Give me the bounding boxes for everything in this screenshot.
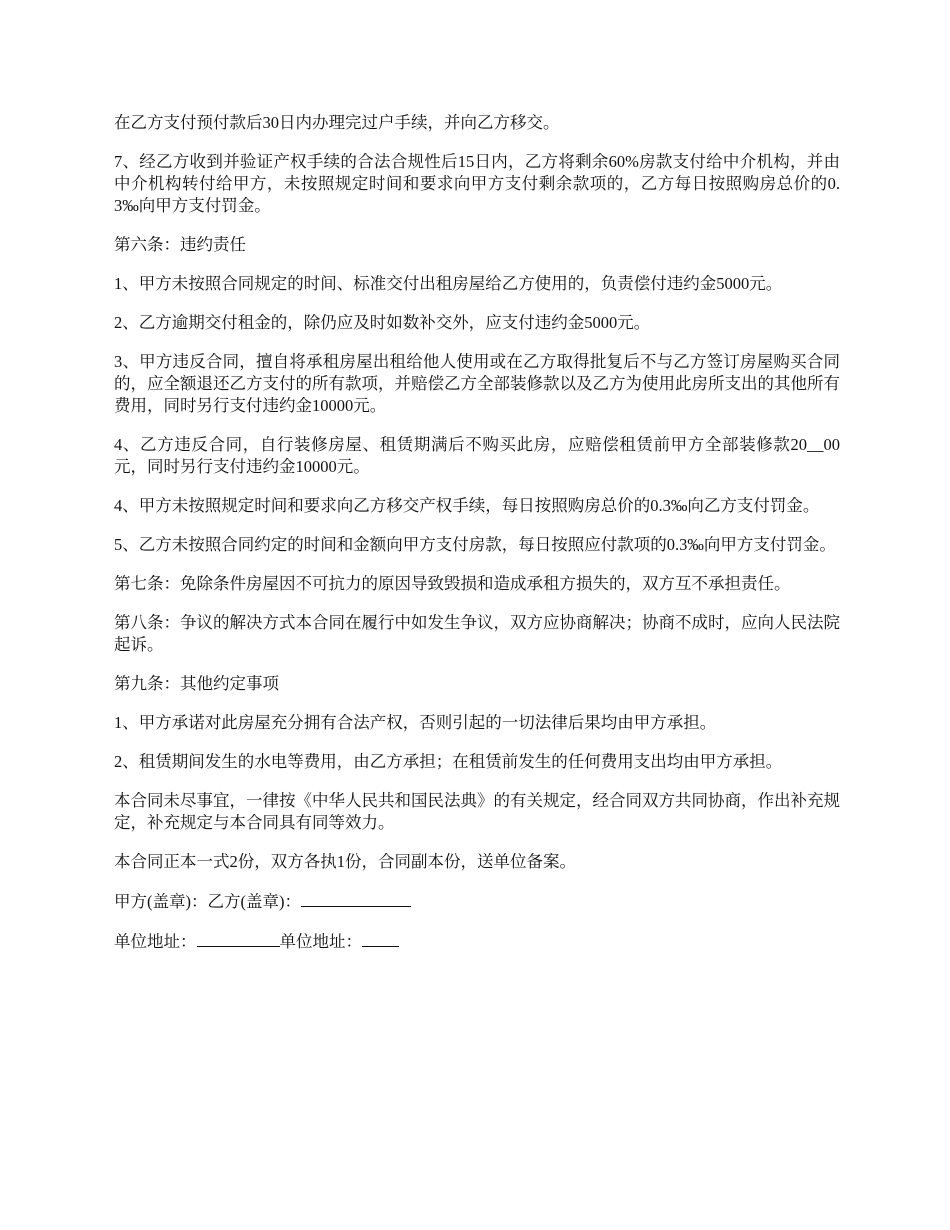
signature-line-seals	[114, 890, 840, 913]
heading-article-9: 第九条：其他约定事项	[114, 674, 279, 693]
paragraph-breach-5: 5、乙方未按照合同约定的时间和金额向甲方支付房款，每日按照应付款项的0.3‰向甲方支付罚金。	[114, 535, 836, 554]
party-a-address-blank	[197, 930, 280, 947]
paragraph-other-1: 1、甲方承诺对此房屋充分拥有合法产权，否则引起的一切法律后果均由甲方承担。	[114, 713, 717, 732]
paragraph-copies: 本合同正本一式2份，双方各执1份，合同副本份，送单位备案。	[114, 852, 576, 871]
paragraph-other-2: 2、租赁期间发生的水电等费用，由乙方承担；在租赁前发生的任何费用支出均由甲方承担。	[114, 752, 783, 771]
contract-page	[114, 112, 840, 970]
paragraph-article-8: 第八条：争议的解决方式本合同在履行中如发生争议，双方应协商解决；协商不成时，应向人民法院起诉。	[114, 613, 840, 654]
paragraph-breach-1: 1、甲方未按照合同规定的时间、标准交付出租房屋给乙方使用的，负责偿付违约金5000元。	[114, 274, 783, 293]
paragraph-breach-2: 2、乙方逾期交付租金的，除仍应及时如数补交外，应支付违约金5000元。	[114, 313, 651, 332]
paragraph-breach-4b: 4、甲方未按照规定时间和要求向乙方移交产权手续，每日按照购房总价的0.3‰向乙方支付罚金。	[114, 496, 820, 515]
signature-line-addresses	[114, 930, 840, 953]
heading-article-6: 第六条：违约责任	[114, 235, 246, 254]
paragraph-clause-7-payment: 7、经乙方收到并验证产权手续的合法合规性后15日内，乙方将剩余60%房款支付给中介机构，并由中介机构转付给甲方，未按照规定时间和要求向甲方支付剩余款项的，乙方每日按照购房总价的0.3‰向甲方支付罚金。	[114, 152, 840, 215]
party-b-address-blank	[362, 930, 399, 947]
party-a-seal-label: 甲方(盖章)：	[114, 892, 208, 911]
paragraph-breach-3: 3、甲方违反合同，擅自将承租房屋出租给他人使用或在乙方取得批复后不与乙方签订房屋购买合同的，应全额退还乙方支付的所有款项，并赔偿乙方全部装修款以及乙方为使用此房所支出的其他所有费用，同时另行支付违约金10000元。	[114, 352, 840, 415]
paragraph-breach-4a: 4、乙方违反合同，自行装修房屋、租赁期满后不购买此房，应赔偿租赁前甲方全部装修款20__00元，同时另行支付违约金10000元。	[114, 435, 840, 476]
party-b-address-label: 单位地址：	[279, 932, 362, 951]
paragraph-transfer-deadline: 在乙方支付预付款后30日内办理完过户手续，并向乙方移交。	[114, 113, 560, 132]
paragraph-article-7: 第七条：免除条件房屋因不可抗力的原因导致毁损和造成承租方损失的，双方互不承担责任。	[114, 574, 791, 593]
party-b-seal-label: 乙方(盖章)：	[207, 892, 301, 911]
party-a-address-label: 单位地址：	[114, 932, 197, 951]
party-b-seal-blank	[301, 890, 411, 907]
paragraph-supplement: 本合同未尽事宜，一律按《中华人民共和国民法典》的有关规定，经合同双方共同协商，作出补充规定，补充规定与本合同具有同等效力。	[114, 791, 840, 832]
